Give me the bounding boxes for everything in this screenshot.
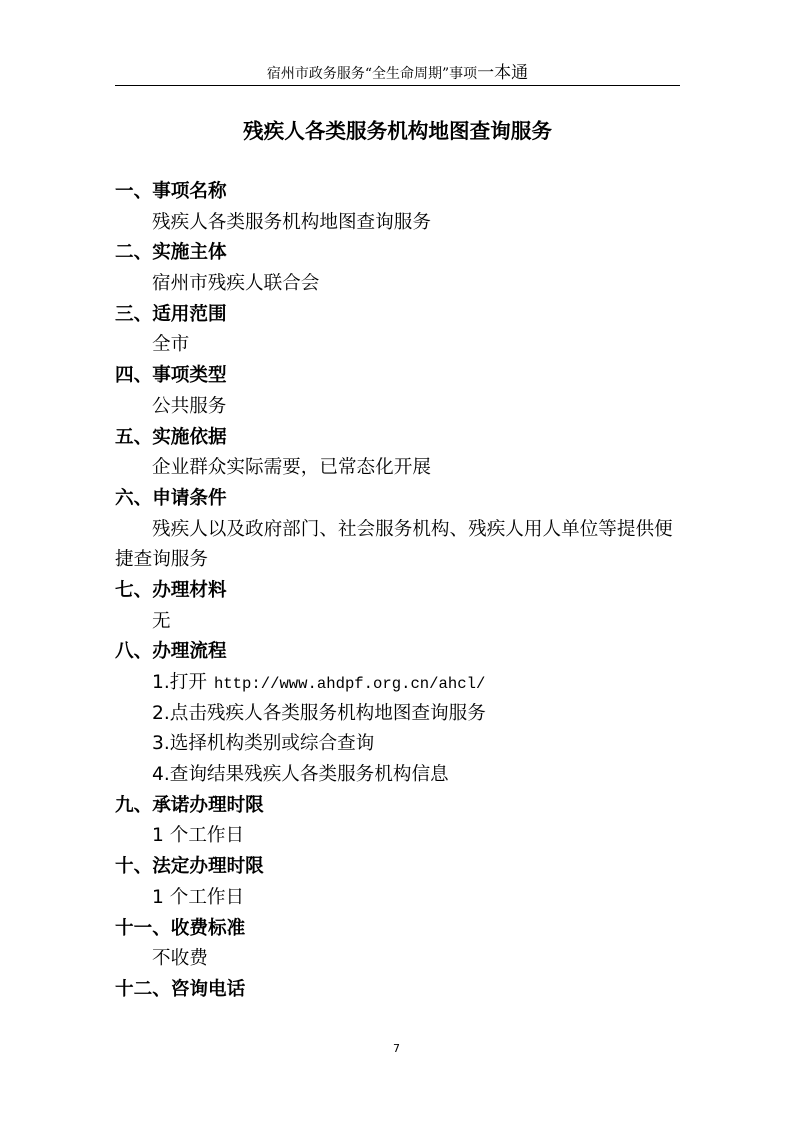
section-heading: 五、实施依据	[115, 426, 227, 448]
section-heading: 二、实施主体	[115, 242, 227, 264]
section-item-name	[115, 177, 680, 238]
page-title: 残疾人各类服务机构地图查询服务	[243, 119, 552, 143]
section-heading: 七、办理材料	[115, 579, 227, 601]
section-conditions	[115, 484, 680, 576]
section-text: 残疾人各类服务机构地图查询服务	[152, 211, 431, 233]
section-text: 企业群众实际需要，已常态化开展	[152, 457, 431, 479]
section-heading: 三、适用范围	[115, 303, 227, 325]
section-text: 无	[152, 610, 171, 632]
section-heading: 十二、咨询电话	[115, 978, 246, 1000]
section-text: 1 个工作日	[152, 825, 245, 847]
header-series-suffix: 一本通	[477, 63, 529, 83]
section-basis	[115, 423, 680, 484]
section-legal-time-limit	[115, 852, 680, 913]
section-fee-standard	[115, 914, 680, 975]
process-step	[115, 760, 680, 791]
section-text: 宿州市残疾人联合会	[152, 273, 320, 295]
document-body	[115, 177, 680, 1006]
section-text: 1 个工作日	[152, 886, 245, 908]
section-scope	[115, 300, 680, 361]
section-text: 全市	[152, 334, 190, 356]
section-text: 不收费	[152, 948, 208, 970]
page-number: 7	[393, 1042, 400, 1055]
running-header	[115, 60, 680, 86]
process-step-label: 1.打开	[152, 672, 207, 693]
process-step-label: 3.选择机构类别或综合查询	[152, 733, 375, 755]
process-step	[115, 668, 680, 699]
section-heading: 六、申请条件	[115, 487, 227, 509]
process-step-label: 2.点击残疾人各类服务机构地图查询服务	[152, 702, 486, 724]
process-step-url: http://www.ahdpf.org.cn/ahcl/	[213, 675, 486, 693]
process-step	[115, 729, 680, 760]
section-heading: 四、事项类型	[115, 365, 227, 387]
section-implementing-body	[115, 238, 680, 299]
section-promised-time-limit	[115, 791, 680, 852]
section-item-type	[115, 361, 680, 422]
process-step-label: 4.查询结果残疾人各类服务机构信息	[152, 764, 449, 786]
section-consultation-phone	[115, 975, 680, 1006]
process-step	[115, 699, 680, 730]
section-heading: 八、办理流程	[115, 641, 227, 663]
section-heading: 一、事项名称	[115, 181, 227, 202]
section-heading: 九、承诺办理时限	[115, 794, 264, 816]
header-series-title: 宿州市政务服务“全生命周期”事项	[266, 66, 478, 82]
section-process	[115, 637, 680, 790]
section-text-continued: 捷查询服务	[115, 549, 208, 571]
section-heading: 十、法定办理时限	[115, 856, 264, 878]
section-text: 公共服务	[152, 395, 227, 417]
section-heading: 十一、收费标准	[115, 917, 246, 939]
section-materials	[115, 576, 680, 637]
section-text: 残疾人以及政府部门、社会服务机构、残疾人用人单位等提供便	[152, 518, 673, 540]
